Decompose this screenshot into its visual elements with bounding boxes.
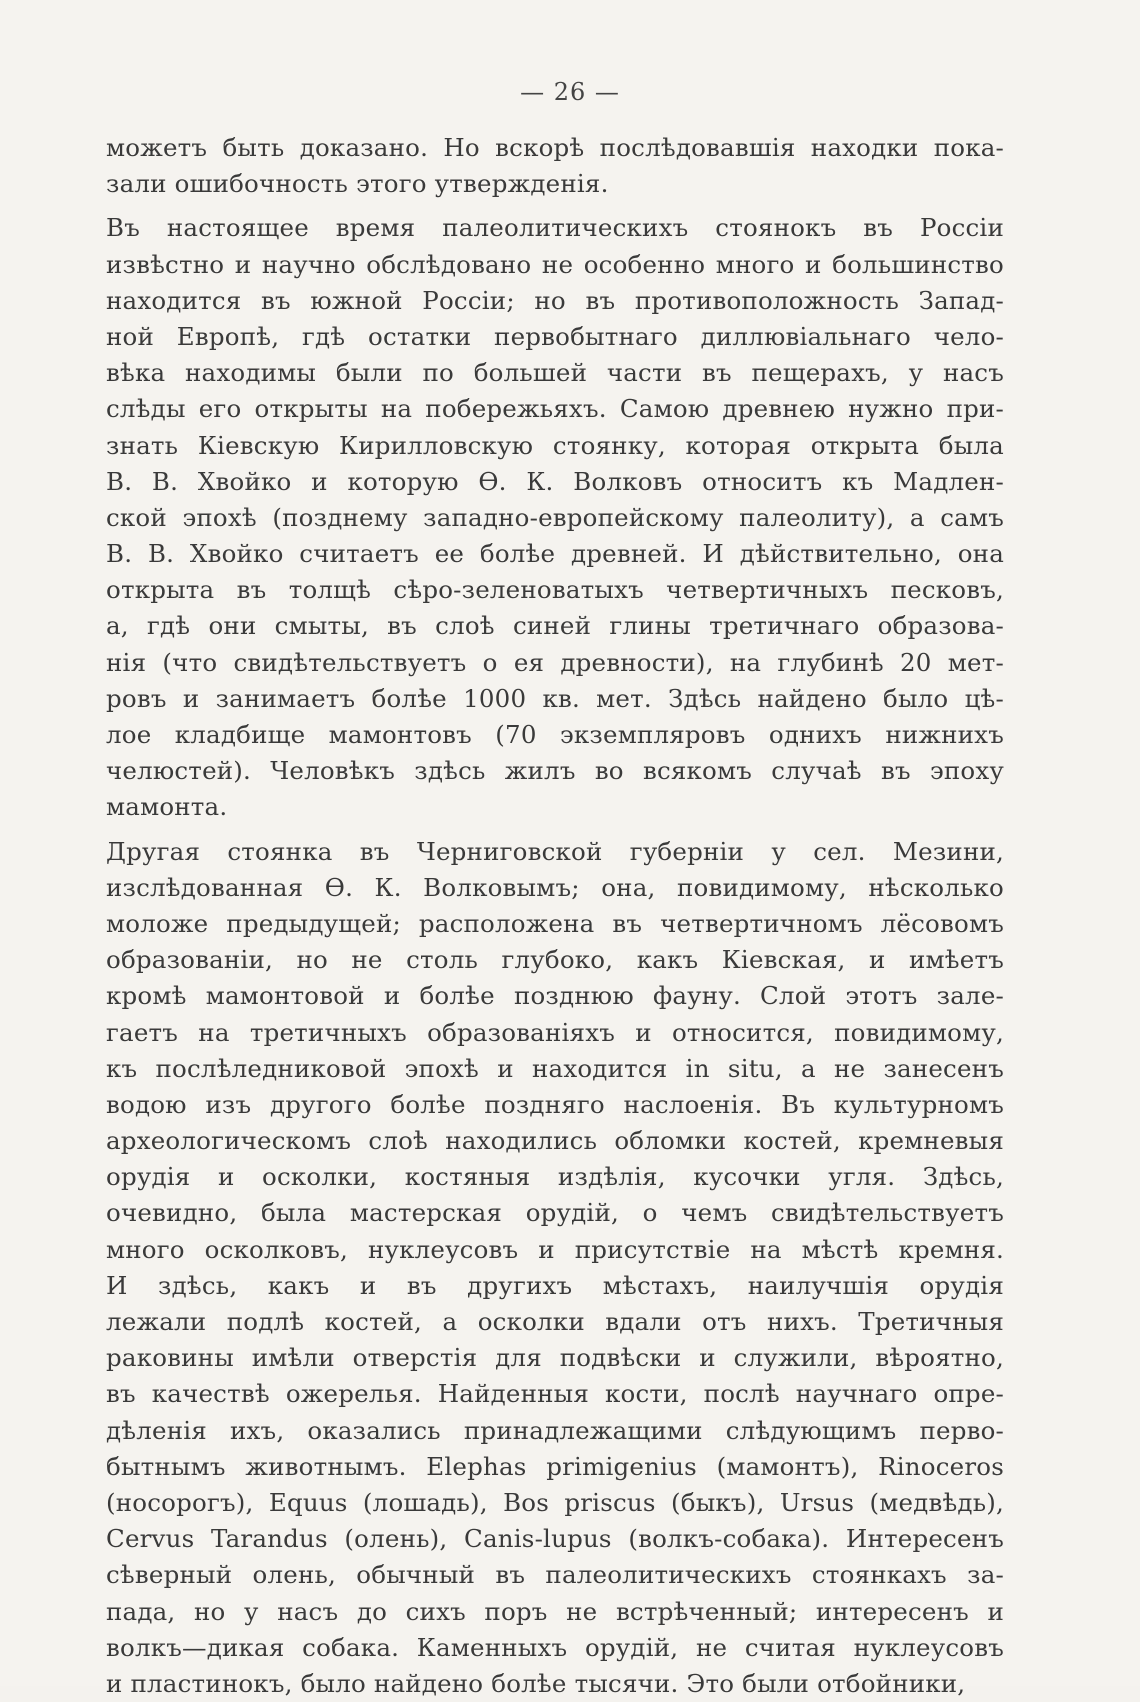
paragraph [106, 210, 1004, 825]
text-line: много осколковъ, нуклеусовъ и присутствіе на мѣстѣ кремня. [106, 1234, 1004, 1264]
text-line: открыта въ толщѣ сѣро-зеленоватыхъ четвертичныхъ песковъ, [106, 575, 1004, 605]
text-line: знать Кіевскую Кирилловскую стоянку, которая открыта была [106, 430, 1004, 460]
text-line: пада, но у насъ до сихъ поръ не встрѣченный; интересенъ и [106, 1596, 1004, 1626]
text-line: раковины имѣли отверстія для подвѣски и служили, вѣроятно, [106, 1343, 1004, 1373]
text-line: извѣстно и научно обслѣдовано не особенно много и большинство [106, 249, 1004, 279]
page-number: — 26 — [520, 78, 620, 106]
text-line: мамонта. [106, 792, 228, 822]
text-line: сѣверный олень, обычный въ палеолитическихъ стоянкахъ за- [106, 1560, 1004, 1590]
text-line: волкъ—дикая собака. Каменныхъ орудій, не считая нуклеусовъ [106, 1632, 1004, 1662]
text-line: В. В. Хвойко и которую Ѳ. К. Волковъ относитъ къ Мадлен- [106, 466, 1004, 496]
text-line: дѣленія ихъ, оказались принадлежащими слѣдующимъ перво- [106, 1415, 1004, 1445]
paragraph [106, 834, 1004, 1702]
text-line: археологическомъ слоѣ находились обломки костей, кремневыя [106, 1126, 1004, 1156]
text-line: Въ настоящее время палеолитическихъ стоянокъ въ Россіи [106, 213, 1004, 243]
text-line: находится въ южной Россіи; но въ противоположность Запад- [106, 285, 1004, 315]
text-line: гаетъ на третичныхъ образованіяхъ и относится, повидимому, [106, 1017, 1004, 1047]
text-line: а, гдѣ они смыты, въ слоѣ синей глины третичнаго образова- [106, 611, 1004, 641]
text-line: ровъ и занимаетъ болѣе 1000 кв. мет. Здѣсь найдено было цѣ- [106, 683, 1004, 713]
text-line: нія (что свидѣтельствуетъ о ея древности), на глубинѣ 20 мет- [106, 647, 1004, 677]
text-line: (носорогъ), Equus (лошадь), Bos priscus (быкъ), Ursus (медвѣдь), [106, 1487, 1004, 1517]
text-line: бытнымъ животнымъ. Elephas primigenius (мамонтъ), Rinoceros [106, 1451, 1004, 1481]
text-body [106, 130, 1004, 1702]
text-line: водою изъ другого болѣе поздняго наслоенія. Въ культурномъ [106, 1089, 1004, 1119]
text-line: можетъ быть доказано. Но вскорѣ послѣдовавшія находки пока- [106, 133, 1004, 162]
text-line: орудія и осколки, костяныя издѣлія, кусочки угля. Здѣсь, [106, 1162, 1004, 1192]
text-line: И здѣсь, какъ и въ другихъ мѣстахъ, наилучшія орудія [106, 1270, 1004, 1300]
text-line: моложе предыдущей; расположена въ четвертичномъ лёсовомъ [106, 908, 1004, 938]
text-line: Другая стоянка въ Черниговской губерніи у сел. Мезини, [106, 836, 1004, 866]
text-line: вѣка находимы были по большей части въ пещерахъ, у насъ [106, 358, 1004, 388]
text-line: къ послѣледниковой эпохѣ и находится in situ, а не занесенъ [106, 1053, 1004, 1083]
text-line: зали ошибочность этого утвержденія. [106, 169, 609, 199]
text-line: ской эпохѣ (позднему западно-европейскому палеолиту), а самъ [106, 502, 1004, 532]
text-line: лое кладбище мамонтовъ (70 экземпляровъ однихъ нижнихъ [106, 720, 1004, 749]
paragraph [106, 130, 1004, 202]
text-line: ной Европѣ, гдѣ остатки первобытнаго диллювіальнаго чело- [106, 321, 1004, 351]
text-line: кромѣ мамонтовой и болѣе позднюю фауну. Слой этотъ зале- [106, 981, 1004, 1011]
text-line: Cervus Tarandus (олень), Canis-lupus (волкъ-собака). Интересенъ [106, 1524, 1004, 1554]
paragraph-gap [106, 202, 1004, 210]
text-line: очевидно, была мастерская орудій, о чемъ свидѣтельствуетъ [106, 1198, 1004, 1228]
text-line: и пластинокъ, было найдено болѣе тысячи. Это были отбойники, [106, 1668, 966, 1698]
text-line: В. В. Хвойко считаетъ ее болѣе древней. И дѣйствительно, она [106, 539, 1004, 569]
text-line: лежали подлѣ костей, а осколки вдали отъ нихъ. Третичныя [106, 1307, 1004, 1336]
text-line: въ качествѣ ожерелья. Найденныя кости, послѣ научнаго опре- [106, 1379, 1004, 1409]
text-line: образованіи, но не столь глубоко, какъ Кіевская, и имѣетъ [106, 945, 1004, 975]
text-line: изслѣдованная Ѳ. К. Волковымъ; она, повидимому, нѣсколько [106, 872, 1004, 902]
text-line: слѣды его открыты на побережьяхъ. Самою древнею нужно при- [106, 394, 1004, 424]
text-line: челюстей). Человѣкъ здѣсь жилъ во всякомъ случаѣ въ эпоху [106, 756, 1004, 786]
paragraph-gap [106, 826, 1004, 834]
